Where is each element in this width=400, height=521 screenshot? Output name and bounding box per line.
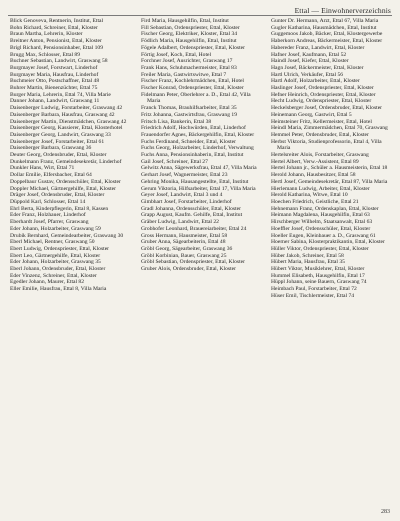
page-header: Ettal — Einwohnerverzeichnis [294, 6, 391, 15]
directory-entry: Drubik Bernhard, Gemeindearbeiter, Graswang 30 [10, 232, 124, 239]
directory-entry: Deuter Georg, Ordensbruder, Ettal, Kloster [10, 152, 107, 159]
directory-column-2 [141, 18, 265, 273]
directory-entry: Doppelbaur Gustav, Ordensschüler, Ettal, Kloster [10, 178, 121, 185]
directory-entry: Blick Genoveva, Rentnerin, Institut, Ettal [10, 18, 104, 24]
directory-entry: Hierlemann Ludwig, Arbeiter, Ettal, Kloster [271, 185, 370, 192]
directory-entry: Daisenberger Martin, Dienstmädchen, Graswang 42 [10, 118, 127, 125]
directory-entry: Hummel Elisabeth, Hausgehilfin, Ettal 17 [271, 272, 365, 279]
directory-entry: Hirschberger Wilhelm, Staatsanwalt, Ettal 63 [271, 219, 373, 226]
directory-entry: Herold Katharina, Witwe, Ettal 10 [271, 192, 348, 199]
directory-entry: Fögele Adalbert, Ordenspriester, Ettal, Kloster [141, 44, 246, 51]
directory-entry: Haslinger Josef, Ordenspriester, Ettal, Kloster [271, 85, 374, 92]
directory-entry: Daisenberger Georg, Kassierer, Ettal, Klosterhotel [10, 125, 123, 132]
directory-column-3 [271, 18, 395, 300]
directory-entry: Buhrer Martin, Bienenzüchter, Ettal 75 [10, 85, 98, 92]
directory-entry: Buchmeier Otto, Postschaffner, Ettal 48 [10, 78, 100, 85]
directory-entry: Herold Johann, Hausbesitzer, Ettal 58 [271, 172, 356, 179]
directory-entry: Gross Hermann, Hausmeister, Ettal 58 [141, 232, 228, 239]
directory-entry: Hertelsreiter Alois, Forstarbeiter, Graswang [271, 152, 369, 159]
directory-entry: Hemmel Peter, Ordensbruder, Ettal, Kloster [271, 131, 369, 138]
directory-entry: Hoeller Eugen, Kleinbauer a. D., Graswang 61 [271, 232, 376, 239]
directory-entry: Hübert Viktor, Musiklehrer, Ettal, Kloster [271, 266, 365, 273]
directory-entry: Geyer Josef, Landwirt, Ettal 3 und 4 [141, 192, 223, 199]
directory-entry: Frank Hans, Schuhmachermeister, Ettal 83 [141, 64, 237, 71]
directory-entry: Gräber Ludwig, Landwirt, Ettal 22 [141, 219, 219, 226]
directory-entry: Dunkelmann Franz, Gemeindesekretär, Linderhof [10, 158, 122, 165]
directory-entry: Gröbl Sebastian, Ordenspriester, Ettal, Kloster [141, 259, 246, 266]
directory-entry: Fischer Georg, Elektriker, Kloster, Ettal 34 [141, 31, 238, 38]
directory-entry: Gimbhart Josef, Forstarbeiter, Linderhof [141, 198, 232, 205]
directory-entry: Hefner Heinrich, Ordenspriester, Ettal, Kloster [271, 91, 376, 98]
directory-entry: Hecht Ludwig, Ordenspriester, Ettal, Kloster [271, 98, 372, 105]
directory-entry: Daisenberger Ludwig, Forstarbeiter, Graswang 42 [10, 105, 123, 112]
directory-entry: Brugg Max, Schlosser, Ettal 89 [10, 51, 81, 58]
directory-entry: Franck Thomas, Brauhilfsarbeiter, Ettal 35 [141, 105, 237, 112]
directory-entry: Grobhofer Leonhard, Brauereiarbeiter, Ettal 24 [141, 225, 247, 232]
directory-entry: Gröbl Georg, Sägearbeiter, Graswang 36 [141, 245, 233, 252]
directory-entry: Doppler Michael, Gärtnergehilfe, Ettal, Kloster [10, 185, 116, 192]
directory-entry: Förtig Josef, Koch, Ettal, Hotel [141, 51, 212, 58]
directory-entry: Haindl Josef, Kiefer, Ettal, Kloster [271, 58, 349, 65]
directory-entry: Düppold Karl, Schlosser, Ettal 14 [10, 198, 86, 205]
directory-entry: Ebert Ludwig, Ordenspriester, Ettal, Kloster [10, 245, 110, 252]
directory-entry: Fill Sebastian, Ordenspriester, Ettal, Kloster [141, 24, 240, 31]
directory-entry: Eder Franz, Holzhauer, Linderhof [10, 212, 86, 219]
directory-entry: Hoechen Friedrich, Geistliche, Ettal 21 [271, 198, 359, 205]
directory-entry: Hoerner Sabina, Klosterpraktikantin, Ettal, Kloster [271, 239, 385, 246]
directory-entry: Hüppl Johann, seine Bauern, Graswang 74 [271, 279, 367, 286]
directory-entry: Eberl Johann, Ordensbruder, Ettal, Kloster [10, 266, 106, 273]
directory-entry: Hagn Josef, Bäckermeister, Ettal, Kloster [271, 64, 364, 71]
directory-entry: Hübert Maria, Hausfrau, Ettal 35 [271, 259, 345, 266]
directory-entry: Dräger Josef, Ordensbruder, Ettal, Kloster [10, 192, 105, 199]
directory-entry: Hafner Josef, Kaufmann, Ettal 52 [271, 51, 347, 58]
directory-entry: Gröbl Korbinian, Bauer, Graswang 25 [141, 252, 227, 259]
directory-entry: Fritsch Lisa, Bankerin, Ettal 38 [141, 118, 212, 125]
page-number: 283 [381, 509, 390, 515]
directory-entry: Eder Johann, Holzarbeiter, Graswang 59 [10, 225, 101, 232]
directory-entry: Grapp August, Kaufm. Gehilfe, Ettal, Institut [141, 212, 243, 219]
directory-entry: Forchner Josef, Ausrichter, Graswang 17 [141, 58, 233, 65]
directory-entry: Gerum Viktoria, Hilfsarbeiter, Ettal 17, Villa Maria [141, 185, 256, 192]
directory-entry: Fischer Franz, Kochlehrmädchen, Ettal, Hotel [141, 78, 244, 85]
directory-entry: Daisenberger Josef, Forstarbeiter, Ettal 61 [10, 138, 105, 145]
directory-entry: Danner Johann, Landwirt, Graswang 11 [10, 98, 100, 105]
directory-entry: Daisenberger Barbara, Hausfrau, Graswang 42 [10, 111, 115, 118]
directory-entry: Egedler Johann, Maurer, Ettal 82 [10, 279, 85, 286]
directory-entry: Fuchs Ferdinand, Schneider, Ettal, Kloster [141, 138, 237, 145]
directory-entry: Fischer Konrad, Ordenspriester, Ettal, Kloster [141, 85, 244, 92]
directory-entry: Dunkler Hans, Wirt, Ettal 71 [10, 165, 75, 172]
directory-entry: Hüber Jakob, Schreiner, Ettal 58 [271, 252, 344, 259]
directory-entry: Heindl Maria, Zimmermädchen, Ettal 70, Graswang [271, 125, 388, 132]
directory-entry: Hertl Josef, Gemeindesekretär, Ettal 87, Villa Maria [271, 178, 388, 185]
directory-entry: Hartl Ulrich, Verkäufer, Ettal 56 [271, 71, 344, 78]
directory-entry: Gerhart Josef, Wagnermeister, Ettal 23 [141, 172, 228, 179]
directory-entry: Frauendorfer Agnes, Bäckergehilfin, Ettal, Kloster [141, 131, 255, 138]
directory-entry: Breitner Anton, Pensionist, Ettal, Kloster [10, 38, 102, 45]
directory-entry: Gugler Katharina, Hausmädchen, Ettal, Institut [271, 24, 377, 31]
directory-entry: Guggemoos Jakob, Bäcker, Ettal, Klostergewerbe [271, 31, 383, 38]
directory-entry: Friedrich Adolf, Hochwürden, Ettal, Linderhof [141, 125, 246, 132]
directory-column-1 [10, 18, 134, 293]
directory-entry: Gruber Anna, Sägearbeiterin, Ettal 48 [141, 239, 226, 246]
directory-entry: Gehring Monika, Hausangestellte, Ettal, Institut [141, 178, 249, 185]
directory-entry: Fuchs Georg, Holzarbeiter, Linderhof, Verwaltung [141, 145, 254, 152]
header-divider [8, 15, 392, 16]
directory-entry: Hüser Emil, Tischlermeister, Ettal 74 [271, 292, 355, 299]
directory-entry: Fidelmann Peter, Oberlehrer a. D., Ettal 42, Villa Maria [141, 91, 251, 105]
directory-entry: Hartl Adolf, Holzarbeiter, Ettal, Kloster [271, 78, 360, 85]
directory-entry: Burgmayer Josef, Forstwart, Linderhof [10, 64, 98, 71]
directory-entry: Habereder Franz, Landwirt, Ettal, Kloster [271, 44, 365, 51]
directory-entry: Hertel Johann jr., Schüler a. Hausmeisterin, Ettal 18 [271, 165, 388, 172]
directory-entry: Freiler Maria, Gastwirtswitwe, Ettal 7 [141, 71, 227, 78]
directory-entry: Burgmayer Maria, Hausfrau, Linderhof [10, 71, 99, 78]
directory-entry: Gunter Dr. Hermann, Arzt, Ettal 67, Villa Maria [271, 18, 379, 24]
directory-entry: Dollar Emilie, Elfersbacher, Ettal 64 [10, 172, 92, 179]
directory-entry: Gail Josef, Schreiner, Ettal 27 [141, 158, 208, 165]
directory-entry: Eberl Michael, Rentner, Graswang 50 [10, 239, 95, 246]
directory-entry: Hüller Viktor, Ordenspriester, Ettal, Kloster [271, 245, 369, 252]
directory-entry: Heinemann Georg, Gastwirt, Ettal 5 [271, 111, 352, 118]
directory-entry: Burger Maria, Lehrerin, Ettal 74, Villa Marie [10, 91, 111, 98]
directory-entry: Herbst Viktoria, Studienprofessorin, Ettal 4, Villa Maria [271, 138, 382, 152]
directory-entry: Gruber Alois, Ordensbruder, Ettal, Kloster [141, 266, 237, 273]
directory-entry: Fird Maria, Hausgehilfin, Ettal, Institut [141, 18, 229, 24]
directory-entry: Eller Emilie, Hausfrau, Ettal 8, Villa Maria [10, 286, 107, 293]
directory-entry: Fuchs Anna, Pensionsinhaberin, Ettal, Institut [141, 152, 244, 159]
directory-entry: Braun Martha, Lehrerin, Kloster [10, 31, 83, 38]
directory-entry: Eder Vinzenz, Schreiner, Ettal, Kloster [10, 272, 97, 279]
directory-entry: Heimbach Paul, Forstarbeiter, Ettal 72 [271, 286, 357, 293]
directory-entry: Haberkorn Andreas, Bäckermeister, Ettal, Kloster [271, 38, 383, 45]
directory-entry: Fritz Johanna, Gastwirtsfrau, Graswang 19 [141, 111, 238, 118]
directory-entry: Födlich Maria, Hausgehilfin, Ettal, Institut [141, 38, 237, 45]
directory-entry: Hehnemann Franz, Ordenskaplan, Ettal, Kloster [271, 205, 379, 212]
directory-entry: Hertel Albert, Verw.-Assistent, Ettal 89 [271, 158, 359, 165]
directory-entry: Gradl Johanna, Ordensschüler, Ettal, Kloster [141, 205, 241, 212]
directory-entry: Eberhardt Josef, Pfarrer, Graswang [10, 219, 89, 226]
directory-entry: Daisenberger Georg, Landwirt, Graswang 33 [10, 131, 111, 138]
directory-entry: Hoeffler Josef, Ordensschüler, Ettal, Kloster [271, 225, 371, 232]
directory-entry: Heimann Magdalena, Hausgehilfin, Ettal 63 [271, 212, 370, 219]
directory-entry: Brigl Richard, Pensionsinhaber, Ettal 109 [10, 44, 103, 51]
directory-entry: Eder Johann, Holzarbeiter, Graswang 35 [10, 259, 101, 266]
directory-entry: Heckelsberger Josef, Ordensbruder, Ettal, Kloster [271, 105, 383, 112]
directory-entry: Heimsteiner Fritz, Kellermeister, Ettal, Hotel [271, 118, 372, 125]
directory-entry: Ebert Leo, Gärtnergehilfe, Ettal, Kloster [10, 252, 101, 259]
directory-entry: Ehrl Berta, Kinderpflegerin, Ettal 8, Kassen [10, 205, 109, 212]
directory-entry: Bohn Richard, Schreiner, Ettal, Kloster [10, 24, 98, 31]
directory-entry: Daisenberger Barbara, Graswang 36 [10, 145, 92, 152]
directory-entry: Gelwitz Anna, Sägewerksfrau, Ettal 47, Villa Maria [141, 165, 257, 172]
directory-entry: Buchner Sebastian, Landwirt, Graswang 58 [10, 58, 108, 65]
